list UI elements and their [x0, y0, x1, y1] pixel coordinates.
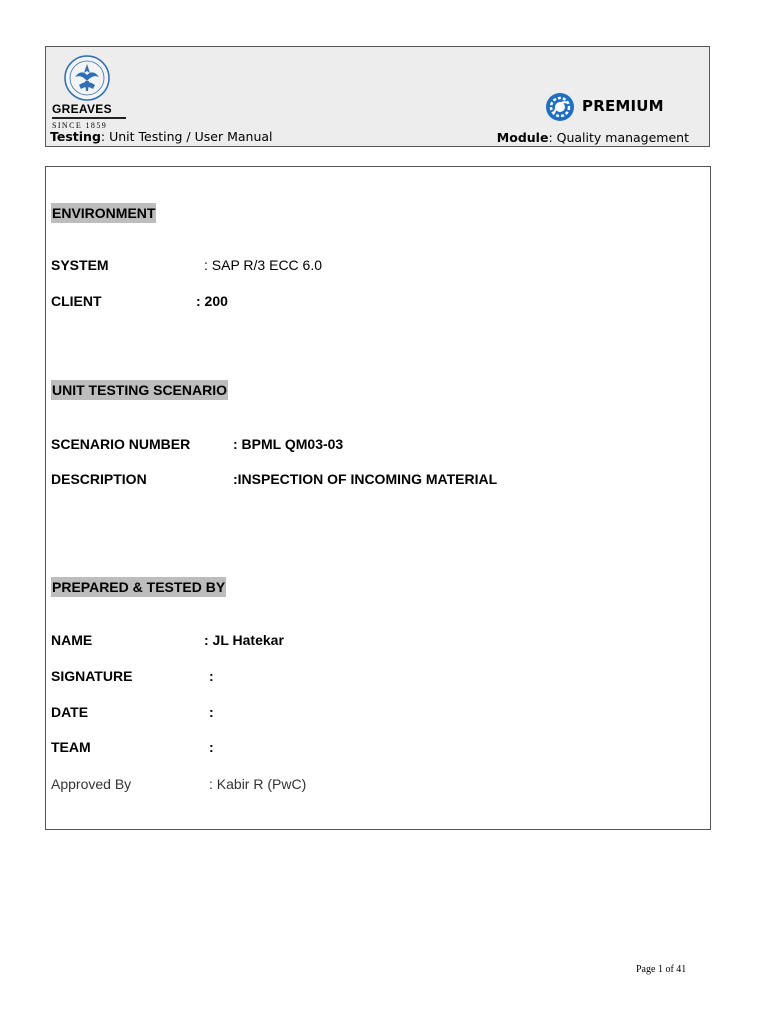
date-label: DATE [51, 704, 89, 720]
page-number: Page 1 of 41 [636, 964, 687, 975]
name-value: : JL Hatekar [204, 632, 284, 648]
client-label: CLIENT [51, 293, 102, 309]
date-value: : [209, 704, 214, 720]
premium-brand [544, 91, 664, 123]
testing-line: Testing: Unit Testing / User Manual [50, 129, 273, 144]
premium-gear-icon [544, 91, 576, 123]
team-value: : [209, 739, 214, 755]
system-label: SYSTEM [51, 257, 109, 273]
document-header [45, 46, 710, 147]
approved-label: Approved By [51, 776, 132, 792]
content-box [45, 166, 711, 830]
team-label: TEAM [51, 739, 91, 755]
testing-value: Unit Testing / User Manual [109, 129, 273, 144]
logo-since: SINCE 1859 [52, 121, 108, 130]
signature-label: SIGNATURE [51, 668, 133, 684]
scenario-heading: UNIT TESTING SCENARIO [52, 382, 228, 398]
module-value: Quality management [556, 130, 689, 145]
logo-divider [52, 117, 126, 119]
module-line: Module: Quality management [496, 130, 689, 145]
scenario-number-value: : BPML QM03-03 [233, 436, 344, 452]
environment-heading: ENVIRONMENT [52, 205, 156, 221]
prepared-heading: PREPARED & TESTED BY [52, 579, 226, 595]
testing-label: Testing [50, 129, 101, 144]
system-value: : SAP R/3 ECC 6.0 [204, 257, 323, 273]
description-value: :INSPECTION OF INCOMING MATERIAL [233, 471, 498, 487]
logo-name: GREAVES [52, 102, 112, 116]
greaves-logo [52, 55, 122, 135]
premium-label: PREMIUM [582, 97, 664, 115]
greaves-emblem-icon [63, 55, 111, 101]
name-label: NAME [51, 632, 93, 648]
module-label: Module [496, 130, 549, 145]
client-value: : 200 [196, 293, 228, 309]
description-label: DESCRIPTION [51, 471, 147, 487]
scenario-number-label: SCENARIO NUMBER [51, 436, 191, 452]
approved-value: : Kabir R (PwC) [209, 776, 307, 792]
signature-value: : [209, 668, 214, 684]
